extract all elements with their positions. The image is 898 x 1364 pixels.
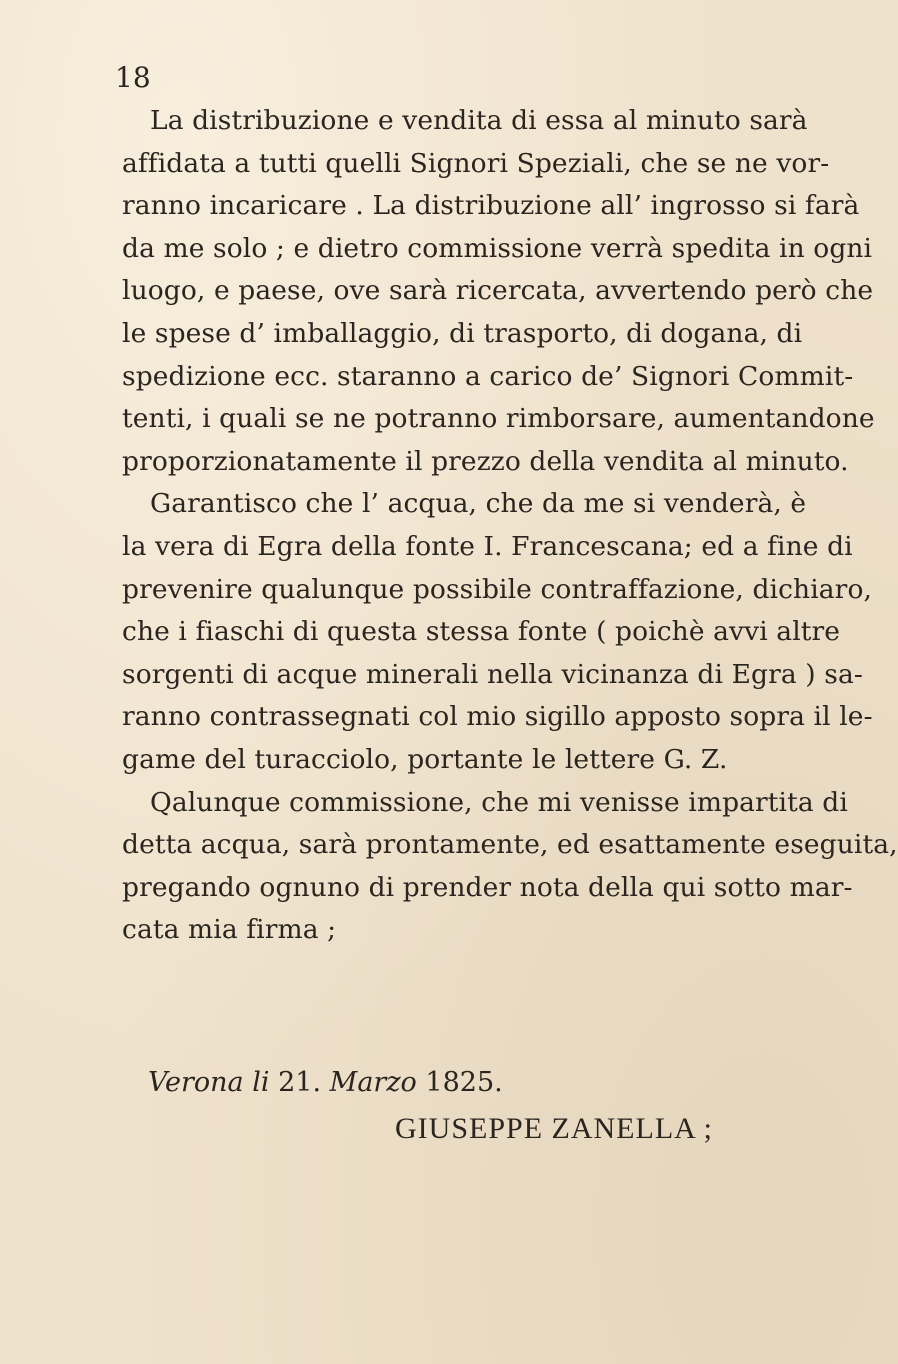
text-line: pregando ognuno di prender nota della qui sotto mar- [122, 871, 853, 903]
text-line: affidata a tutti quelli Signori Speziali, che se ne vor- [122, 147, 830, 179]
text-line: prevenire qualunque possibile contraffazione, dichiaro, [122, 573, 873, 605]
text-line: ranno incaricare . La distribuzione all’ ingrosso si farà [122, 190, 860, 222]
text-line: da me solo ; e dietro commissione verrà spedita in ogni [122, 232, 873, 264]
text-line: Garantisco che l’ acqua, che da me si venderà, è [150, 488, 807, 520]
text-line: che i fiaschi di questa stessa fonte ( poichè avvi altre [122, 616, 841, 648]
text-line: cata mia firma ; [122, 914, 337, 946]
page-number: 18 [115, 61, 151, 94]
text-line: ranno contrassegnati col mio sigillo apposto sopra il le- [122, 701, 873, 733]
text-line: spedizione ecc. staranno a carico de’ Signori Commit- [122, 360, 854, 392]
paragraph-distribution [122, 100, 875, 483]
text-line: tenti, i quali se ne potranno rimborsare, aumentandone [122, 403, 875, 435]
dateline [148, 1067, 503, 1099]
text-line: sorgenti di acque minerali nella vicinanza di Egra ) sa- [122, 658, 863, 690]
text-line: le spese d’ imballaggio, di trasporto, di dogana, di [122, 317, 803, 349]
text-line: proporzionatamente il prezzo della vendita al minuto. [122, 445, 849, 477]
text-line: detta acqua, sarà prontamente, ed esattamente eseguita, [122, 829, 898, 861]
signature: GIUSEPPE ZANELLA ; [395, 1112, 713, 1145]
text-line: game del turacciolo, portante le lettere G. Z. [122, 743, 728, 775]
text-line: luogo, e paese, ove sarà ricercata, avvertendo però che [122, 275, 874, 307]
paragraph-commission [122, 782, 898, 952]
dateline-year: 1825. [425, 1067, 503, 1098]
text-line: Qalunque commissione, che mi venisse impartita di [150, 786, 848, 818]
text-line: La distribuzione e vendita di essa al minuto sarà [150, 105, 808, 136]
paragraph-guarantee [122, 483, 873, 781]
dateline-month: Marzo [329, 1067, 417, 1098]
dateline-day: 21. [278, 1067, 322, 1098]
text-line: la vera di Egra della fonte I. Francescana; ed a fine di [122, 530, 853, 562]
dateline-place: Verona [148, 1067, 244, 1098]
dateline-li: li [252, 1067, 270, 1098]
body-text [122, 100, 898, 952]
